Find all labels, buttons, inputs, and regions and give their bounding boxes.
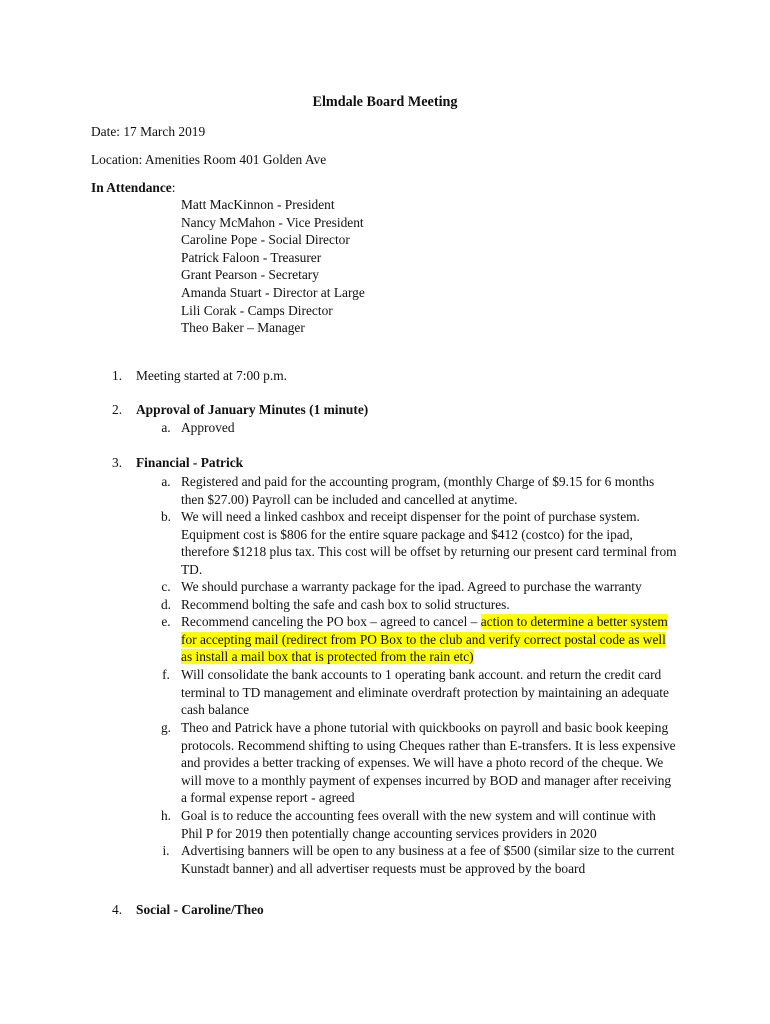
sub-item-marker: d. bbox=[160, 597, 172, 612]
sub-item-text: Advertising banners will be open to any business at a fee of $500 (similar size to the current Kunstadt banner) and all advertiser requests must be approved by the board bbox=[181, 843, 675, 876]
sub-item-text: Recommend bolting the safe and cash box to solid structures. bbox=[181, 597, 510, 612]
sub-item-text: Will consolidate the bank accounts to 1 operating bank account. and return the credit card terminal to TD management and eliminate overdraft protection by maintaining an adequate cash balance bbox=[181, 667, 669, 717]
attendee: Patrick Faloon - Treasurer bbox=[181, 249, 322, 265]
sub-item-text bbox=[181, 613, 678, 666]
sub-item-text: We should purchase a warranty package for the ipad. Agreed to purchase the warranty bbox=[181, 579, 642, 594]
sub-item-marker: a. bbox=[161, 474, 171, 489]
agenda-item-heading: Approval of January Minutes (1 minute) bbox=[136, 402, 369, 417]
sub-item bbox=[156, 613, 678, 666]
agenda-item-number: 1. bbox=[112, 368, 123, 383]
attendance-list bbox=[181, 196, 365, 337]
sub-item-text: Goal is to reduce the accounting fees overall with the new system and will continue with Phil P for 2019 then potentially change accounting services providers in 2020 bbox=[181, 808, 656, 841]
sub-item-text: Theo and Patrick have a phone tutorial with quickbooks on payroll and basic book keeping protocols. Recommend shifting to using Cheques rather than E-transfers. It is less expensive and provides a better tracking of expenses. We will have a photo record of the cheque. We will move to a monthly payment of expenses incurred by BOD and manager after receiving a formal expense report - agreed bbox=[181, 720, 676, 805]
sub-item bbox=[156, 666, 678, 719]
sub-item-marker: c. bbox=[161, 579, 171, 594]
document-title: Elmdale Board Meeting bbox=[312, 94, 458, 110]
sub-item-text: We will need a linked cashbox and receipt dispenser for the point of purchase system. Equipment cost is $806 for the entire square package and $412 (costco) for the ipad, therefore $1218 plus tax. This cost will be offset by returning our present card terminal from TD. bbox=[181, 509, 677, 577]
attendee: Grant Pearson - Secretary bbox=[181, 267, 319, 283]
attendee: Theo Baker – Manager bbox=[181, 320, 305, 336]
meeting-location: Location: Amenities Room 401 Golden Ave bbox=[91, 152, 327, 167]
sub-item bbox=[156, 596, 678, 614]
meeting-date: Date: 17 March 2019 bbox=[91, 124, 206, 139]
agenda-item-heading: Financial - Patrick bbox=[136, 455, 244, 470]
sub-item-marker: b. bbox=[160, 509, 172, 524]
agenda-item-heading: Social - Caroline/Theo bbox=[136, 902, 264, 917]
sub-item bbox=[156, 419, 678, 437]
sub-item-text: Approved bbox=[181, 420, 235, 435]
sub-item bbox=[156, 473, 678, 508]
sub-item bbox=[156, 578, 678, 596]
sub-item bbox=[156, 719, 678, 807]
sub-item bbox=[156, 807, 678, 842]
attendee: Caroline Pope - Social Director bbox=[181, 232, 350, 248]
attendance-heading bbox=[91, 180, 175, 196]
sub-item-marker: e. bbox=[161, 614, 171, 629]
highlighted-action-text: action to determine a better system for accepting mail (redirect from PO Box to the club and verify correct postal code as well as install a mail box that is protected from the rain etc) bbox=[181, 614, 668, 664]
agenda-item-number: 3. bbox=[112, 455, 123, 470]
sub-item bbox=[156, 842, 678, 877]
agenda-item-text: Meeting started at 7:00 p.m. bbox=[136, 368, 287, 383]
sub-item-marker: f. bbox=[162, 667, 170, 682]
agenda-item-number: 2. bbox=[112, 402, 123, 417]
attendee: Nancy McMahon - Vice President bbox=[181, 214, 364, 230]
sub-item-marker: a. bbox=[161, 420, 171, 435]
sub-item-text-plain: Recommend canceling the PO box – agreed to cancel – bbox=[181, 614, 481, 629]
sub-item bbox=[156, 508, 678, 578]
sub-item-marker: i. bbox=[162, 843, 170, 858]
attendance-colon: : bbox=[171, 180, 176, 195]
sub-item-text: Registered and paid for the accounting program, (monthly Charge of $9.15 for 6 months then $27.00) Payroll can be included and cancelled at anytime. bbox=[181, 474, 655, 507]
attendee: Matt MacKinnon - President bbox=[181, 197, 335, 212]
sub-item-marker: h. bbox=[160, 808, 172, 823]
attendee: Amanda Stuart - Director at Large bbox=[181, 284, 365, 300]
attendance-label: In Attendance bbox=[91, 180, 172, 195]
agenda-item-number: 4. bbox=[112, 902, 123, 917]
sub-item-marker: g. bbox=[160, 720, 172, 735]
attendee: Lili Corak - Camps Director bbox=[181, 302, 333, 318]
